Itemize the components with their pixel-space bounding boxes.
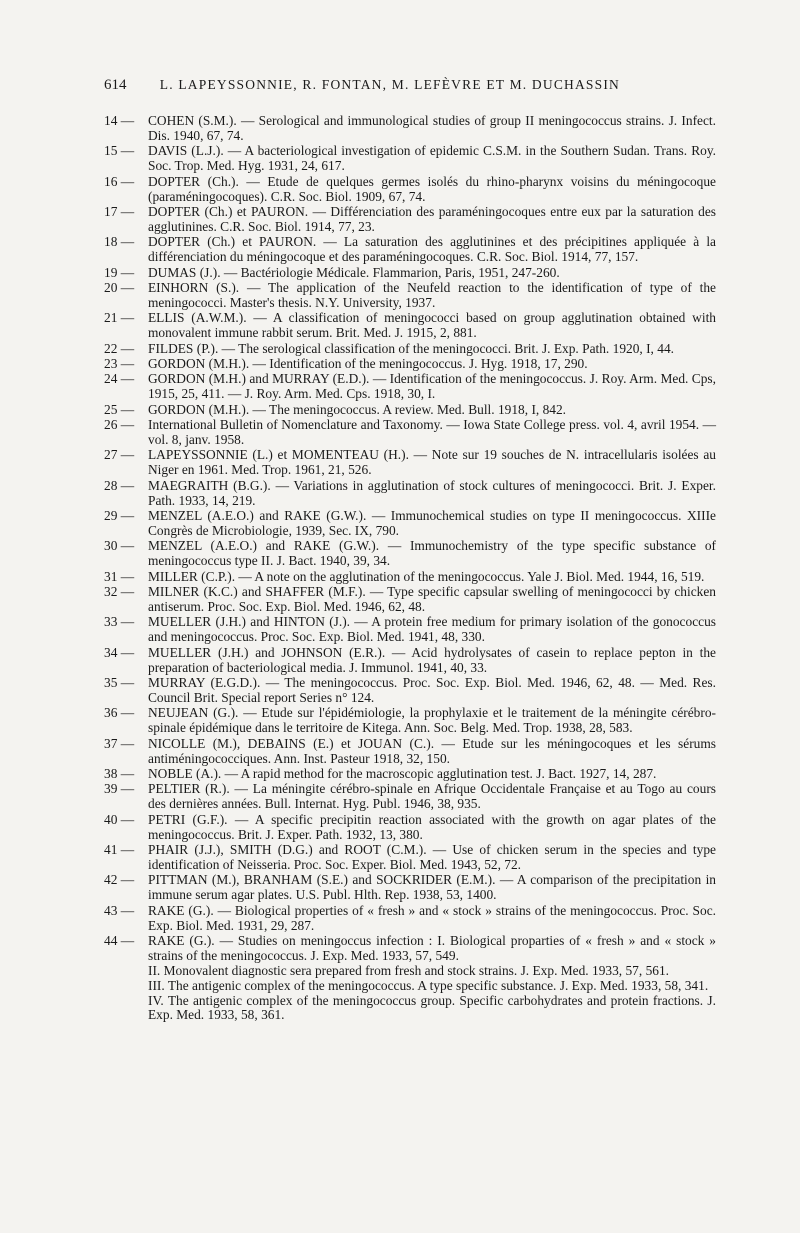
reference-number: 40 —: [104, 811, 135, 827]
reference-text: [148, 585, 716, 615]
reference-text: [148, 342, 716, 357]
reference-line: IV. The antigenic complex of the meningococcus group. Specific carbohydrates and protein fractions. J. Exp. Med. 1933, 58, 361.: [148, 992, 716, 1023]
reference-line: ELLIS (A.W.M.). — A classification of meningococci based on group agglutination obtained with monovalent immune rabbit serum. Brit. Med. J. 1915, 2, 881.: [148, 310, 716, 341]
reference-line: MILNER (K.C.) and SHAFFER (M.F.). — Type specific capsular swelling of meningococci by chicken antiserum. Proc. Soc. Exp. Biol. Med. 1946, 62, 48.: [148, 584, 716, 614]
reference-text: [148, 266, 716, 281]
reference-line: GORDON (M.H.). — The meningococcus. A review. Med. Bull. 1918, I, 842.: [148, 401, 567, 417]
reference-entry: [104, 418, 716, 448]
reference-text: [148, 706, 716, 736]
reference-number: 21 —: [104, 310, 135, 326]
reference-text: [148, 418, 716, 448]
reference-number: 42 —: [104, 872, 135, 888]
reference-text: [148, 904, 716, 934]
reference-entry: [104, 342, 716, 357]
reference-text: [148, 813, 716, 843]
reference-text: [148, 311, 716, 341]
reference-line: MENZEL (A.E.O.) and RAKE (G.W.). — Immunochemical studies on type II meningococcus. XIIIe Congrès de Microbiologie, 1939, Sec. IX, 790.: [148, 508, 716, 538]
reference-number: 22 —: [104, 340, 135, 356]
reference-entry: [104, 570, 716, 585]
reference-text: [148, 676, 716, 706]
reference-entry: [104, 934, 716, 1023]
reference-line: DOPTER (Ch.) et PAURON. — La saturation des agglutinines et des précipitines appliquée à la différenciation du méningocoque et des paraméningocoques. C.R. Soc. Biol. 1914, 77, 157.: [148, 234, 716, 265]
reference-line: MAEGRAITH (B.G.). — Variations in agglutination of stock cultures of meningococci. Brit. J. Exper. Path. 1933, 14, 219.: [148, 477, 716, 508]
reference-list: [104, 114, 716, 1024]
reference-text: [148, 539, 716, 569]
reference-entry: [104, 281, 716, 311]
reference-text: [148, 205, 716, 235]
reference-line: III. The antigenic complex of the meningococcus. A type specific substance. J. Exp. Med. 1933, 58, 341.: [148, 977, 709, 993]
reference-text: [148, 372, 716, 402]
running-header: [104, 77, 716, 94]
reference-text: [148, 357, 716, 372]
reference-number: 16 —: [104, 173, 135, 189]
reference-entry: [104, 646, 716, 676]
reference-number: 37 —: [104, 735, 135, 751]
reference-entry: [104, 782, 716, 812]
reference-line: MILLER (C.P.). — A note on the agglutination of the meningococcus. Yale J. Biol. Med. 1944, 16, 519.: [148, 568, 705, 584]
reference-line: II. Monovalent diagnostic sera prepared from fresh and stock strains. J. Exp. Med. 1933, 57, 561.: [148, 962, 669, 978]
reference-text: [148, 646, 716, 676]
reference-line: PELTIER (R.). — La méningite cérébro-spinale en Afrique Occidentale Française et au Togo au cours des dernières années. Bull. Internat. Hyg. Publ. 1946, 38, 935.: [148, 781, 716, 812]
reference-number: 41 —: [104, 842, 135, 857]
reference-entry: [104, 372, 716, 402]
reference-text: [148, 114, 716, 144]
reference-line: DUMAS (J.). — Bactériologie Médicale. Flammarion, Paris, 1951, 247-260.: [148, 264, 560, 280]
reference-entry: [104, 676, 716, 706]
reference-entry: [104, 904, 716, 934]
reference-number: 27 —: [104, 447, 135, 463]
reference-text: [148, 873, 716, 903]
reference-line: DAVIS (L.J.). — A bacteriological investigation of epidemic C.S.M. in the Southern Sudan. Trans. Roy. Soc. Trop. Med. Hyg. 1931, 24, 617.: [148, 143, 716, 174]
reference-entry: [104, 873, 716, 903]
reference-entry: [104, 403, 716, 418]
reference-number: 38 —: [104, 765, 135, 781]
reference-number: 25 —: [104, 401, 135, 417]
reference-line: MENZEL (A.E.O.) and RAKE (G.W.). — Immunochemistry of the type specific substance of meningococcus type II. J. Bact. 1940, 39, 34.: [148, 538, 716, 569]
reference-entry: [104, 767, 716, 782]
reference-text: [148, 448, 716, 478]
reference-number: 24 —: [104, 371, 135, 387]
reference-line: EINHORN (S.). — The application of the Neufeld reaction to the identification of type of the meningococci. Master's thesis. N.Y. University, 1937.: [148, 279, 716, 310]
reference-line: PITTMAN (M.), BRANHAM (S.E.) and SOCKRIDER (E.M.). — A comparison of the precipitation in immune serum agar plates. U.S. Publ. Hlth. Rep. 1938, 53, 1400.: [148, 872, 716, 903]
reference-text: [148, 509, 716, 539]
reference-line: NICOLLE (M.), DEBAINS (E.) et JOUAN (C.). — Etude sur les méningocoques et les sérums antiméningococciques. Ann. Inst. Pasteur 1918, 32, 150.: [148, 735, 716, 766]
reference-text: [148, 235, 716, 265]
reference-entry: [104, 737, 716, 767]
reference-number: 15 —: [104, 143, 135, 159]
reference-entry: [104, 539, 716, 569]
reference-entry: [104, 585, 716, 615]
running-title: L. LAPEYSSONNIE, R. FONTAN, M. LEFÈVRE ET M. DUCHASSIN: [159, 77, 620, 92]
reference-number: 36 —: [104, 705, 135, 721]
reference-entry: [104, 813, 716, 843]
reference-line: NOBLE (A.). — A rapid method for the macroscopic agglutination test. J. Bact. 1927, 14, 287.: [148, 765, 657, 781]
reference-line: NEUJEAN (G.). — Etude sur l'épidémiologie, la prophylaxie et le traitement de la méningite cérébro-spinale épidémique dans le territoire de Kitega. Ann. Soc. Belg. Med. Trop. 1938, 28, 583.: [148, 705, 716, 736]
reference-line: MUELLER (J.H.) and HINTON (J.). — A protein free medium for primary isolation of the gonococcus and meningococcus. Proc. Soc. Exp. Biol. Med. 1941, 48, 330.: [148, 614, 716, 645]
reference-line: RAKE (G.). — Studies on meningoccus infection : I. Biological proparties of « fresh » and « stock » strains of the meningococcus. J. Exp. Med. 1933, 57, 549.: [148, 932, 716, 963]
reference-entry: [104, 114, 716, 144]
reference-entry: [104, 311, 716, 341]
reference-number: 29 —: [104, 508, 135, 524]
reference-entry: [104, 479, 716, 509]
reference-text: [148, 479, 716, 509]
reference-line: PETRI (G.F.). — A specific precipitin reaction associated with the growth on agar plates of the meningococcus. Brit. J. Exper. Path. 1932, 13, 380.: [148, 811, 716, 842]
reference-number: 33 —: [104, 614, 135, 630]
reference-entry: [104, 509, 716, 539]
reference-entry: [104, 144, 716, 174]
reference-text: [148, 403, 716, 418]
reference-line: International Bulletin of Nomenclature and Taxonomy. — Iowa State College press. vol. 4, avril 1954. — vol. 8, janv. 1958.: [148, 417, 716, 448]
reference-number: 39 —: [104, 781, 135, 797]
reference-number: 43 —: [104, 902, 135, 918]
reference-number: 35 —: [104, 675, 135, 691]
reference-entry: [104, 205, 716, 235]
reference-entry: [104, 235, 716, 265]
reference-line: RAKE (G.). — Biological properties of « fresh » and « stock » strains of the meningococcus. Proc. Soc. Exp. Biol. Med. 1931, 29, 287.: [148, 902, 716, 933]
reference-text: [148, 782, 716, 812]
reference-number: 32 —: [104, 584, 135, 600]
reference-entry: [104, 843, 716, 873]
reference-line: DOPTER (Ch.) et PAURON. — Différenciation des paraméningocoques entre eux par la saturation des agglutinines. C.R. Soc. Biol. 1914, 77, 23.: [148, 203, 716, 234]
reference-line: DOPTER (Ch.). — Etude de quelques germes isolés du rhino-pharynx voisins du méningocoque (paraméningocoques). C.R. Soc. Biol. 1909, 67, 74.: [148, 173, 716, 204]
reference-entry: [104, 357, 716, 372]
reference-entry: [104, 615, 716, 645]
reference-line: MURRAY (E.G.D.). — The meningococcus. Proc. Soc. Exp. Biol. Med. 1946, 62, 48. — Med. Res. Council Brit. Special report Series n° 124.: [148, 675, 716, 705]
reference-line: GORDON (M.H.). — Identification of the meningococcus. J. Hyg. 1918, 17, 290.: [148, 356, 588, 371]
reference-number: 44 —: [104, 932, 135, 948]
reference-text: [148, 737, 716, 767]
reference-line: COHEN (S.M.). — Serological and immunological studies of group II meningococcus strains. J. Infect. Dis. 1940, 67, 74.: [148, 113, 716, 143]
reference-text: [148, 615, 716, 645]
reference-number: 19 —: [104, 264, 135, 280]
reference-number: 20 —: [104, 279, 135, 295]
reference-number: 31 —: [104, 568, 135, 584]
reference-text: [148, 570, 716, 585]
reference-number: 34 —: [104, 644, 135, 660]
reference-text: [148, 281, 716, 311]
reference-text: [148, 934, 716, 1023]
reference-entry: [104, 706, 716, 736]
reference-line: PHAIR (J.J.), SMITH (D.G.) and ROOT (C.M.). — Use of chicken serum in the species and type identification of Neisseria. Proc. Soc. Exper. Biol. Med. 1943, 52, 72.: [148, 842, 716, 872]
reference-number: 28 —: [104, 477, 135, 493]
reference-number: 26 —: [104, 417, 135, 433]
reference-entry: [104, 175, 716, 205]
reference-entry: [104, 266, 716, 281]
reference-line: MUELLER (J.H.) and JOHNSON (E.R.). — Acid hydrolysates of casein to replace pepton in the preparation of bacteriological media. J. Immunol. 1941, 40, 33.: [148, 644, 716, 675]
reference-number: 30 —: [104, 538, 135, 554]
page-number: 614: [104, 77, 127, 93]
reference-number: 18 —: [104, 234, 135, 250]
reference-entry: [104, 448, 716, 478]
reference-line: FILDES (P.). — The serological classification of the meningococci. Brit. J. Exp. Path. 1920, I, 44.: [148, 340, 674, 356]
reference-number: 23 —: [104, 356, 135, 371]
reference-number: 17 —: [104, 203, 135, 219]
reference-line: LAPEYSSONNIE (L.) et MOMENTEAU (H.). — Note sur 19 souches de N. intracellularis isolées au Niger en 1961. Med. Trop. 1961, 21, 526.: [148, 447, 716, 478]
reference-number: 14 —: [104, 113, 135, 128]
reference-text: [148, 843, 716, 873]
reference-text: [148, 144, 716, 174]
reference-text: [148, 175, 716, 205]
reference-text: [148, 767, 716, 782]
reference-line: GORDON (M.H.) and MURRAY (E.D.). — Identification of the meningococcus. J. Roy. Arm. Med. Cps, 1915, 25, 411. — J. Roy. Arm. Med. Cps. 1918, 30, I.: [148, 371, 716, 402]
